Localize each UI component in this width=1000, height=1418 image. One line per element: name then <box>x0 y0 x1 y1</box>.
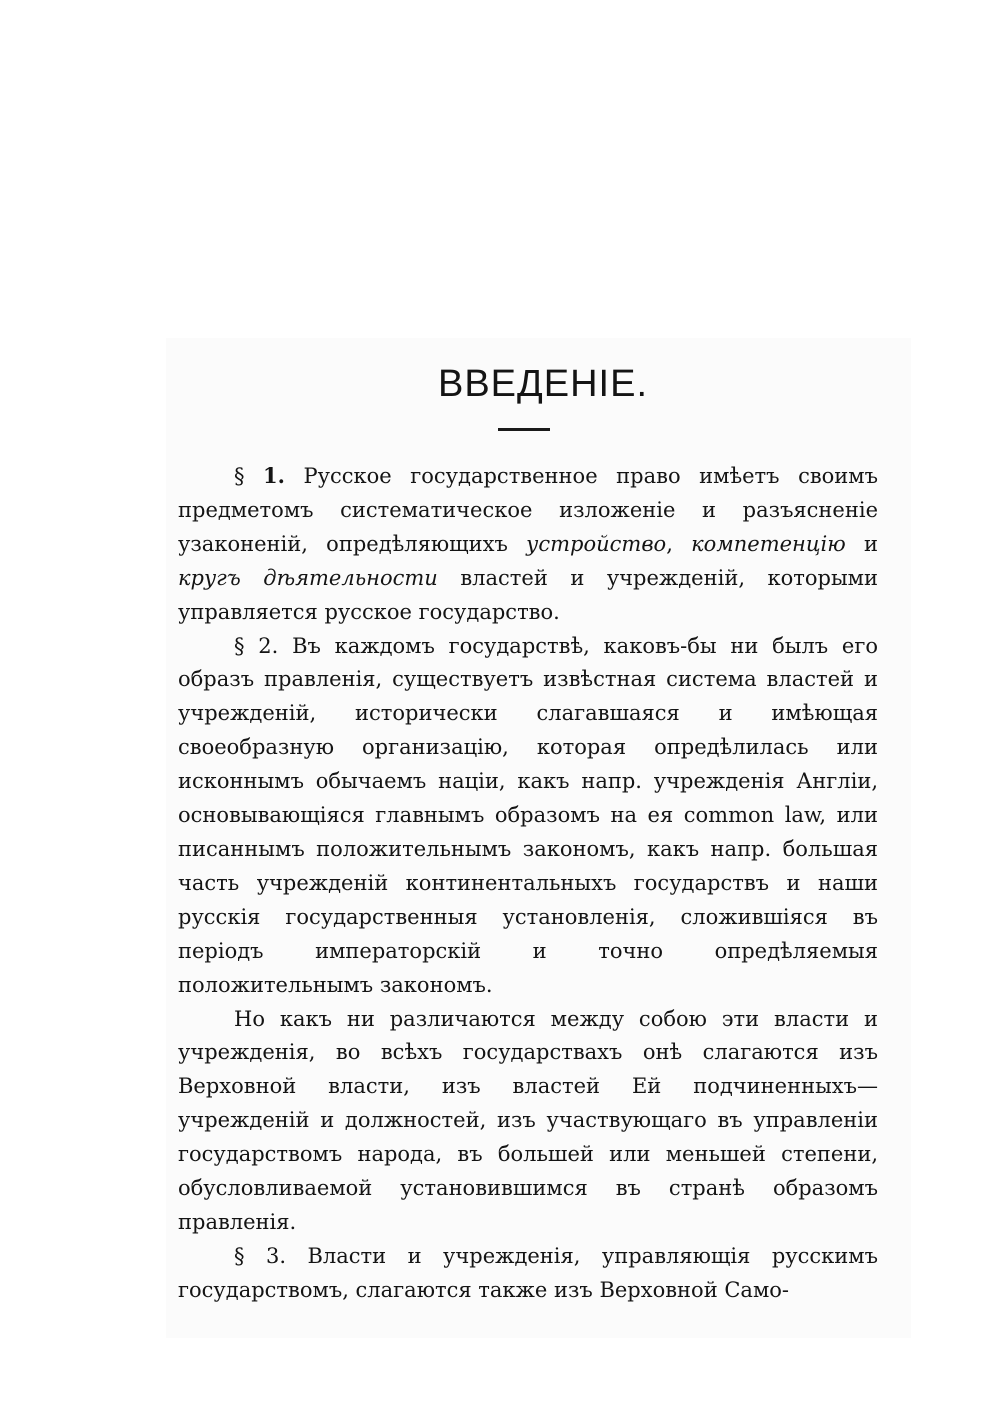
body-text <box>178 459 878 1308</box>
section-number: 1. <box>263 463 285 488</box>
section-sign: § <box>234 464 245 488</box>
section-number: 2. <box>258 633 279 658</box>
paragraph-text: Власти и учрежденія, управляющія русскимъ государствомъ, слагаются также изъ Верховной Само- <box>178 1243 878 1302</box>
section-number: 3. <box>265 1243 286 1268</box>
paragraph-text: Въ каждомъ государствѣ, каковъ-бы ни былъ его образъ правленія, существуетъ извѣстная система властей и учрежденій, исторически слагавшаяся и имѣющая своеобразную организацію, которая опредѣлилась или исконнымъ обычаемъ націи, какъ напр. учрежденія Англіи, основывающіяся главнымъ образомъ на ея common law, или писаннымъ положительнымъ закономъ, какъ напр. большая часть учрежденій континентальныхъ государствъ и наши русскія государственныя установленія, сложившіяся въ періодъ императорскій и точно опредѣляемыя положительнымъ закономъ. <box>178 633 878 997</box>
paragraph-section-2 <box>178 630 878 1003</box>
page-content <box>178 360 878 1308</box>
paragraph-section-1 <box>178 459 878 630</box>
section-sign: § <box>234 633 245 658</box>
paragraph-text: , <box>666 531 692 556</box>
emphasis-term: кругъ дѣятельности <box>178 565 438 590</box>
paragraph-text: Русское государственное право имѣетъ своимъ предметомъ систематическое изложеніе и разъясненіе узаконеній, опредѣляющихъ <box>178 464 878 556</box>
title-divider <box>498 428 550 431</box>
page-title: ВВЕДЕНІЕ. <box>437 363 649 405</box>
emphasis-term: устройство <box>526 531 667 556</box>
paragraph-text: властей и учрежденій, которыми управляется русское государство. <box>178 565 879 624</box>
paragraph-section-3 <box>178 1240 878 1308</box>
section-sign: § <box>234 1243 245 1268</box>
paragraph-text: Но какъ ни различаются между собою эти власти и учрежденія, во всѣхъ государствахъ онѣ слагаются изъ Верховной власти, изъ властей Ей подчиненныхъ— учрежденій и должностей, изъ участвующаго въ управленіи государствомъ народа, въ большей или меньшей степени, обусловливаемой установившимся въ странѣ образомъ правленія. <box>178 1006 878 1234</box>
emphasis-term: компетенцію <box>691 531 846 556</box>
paragraph-continuation <box>178 1003 878 1240</box>
paragraph-text: и <box>845 531 878 556</box>
